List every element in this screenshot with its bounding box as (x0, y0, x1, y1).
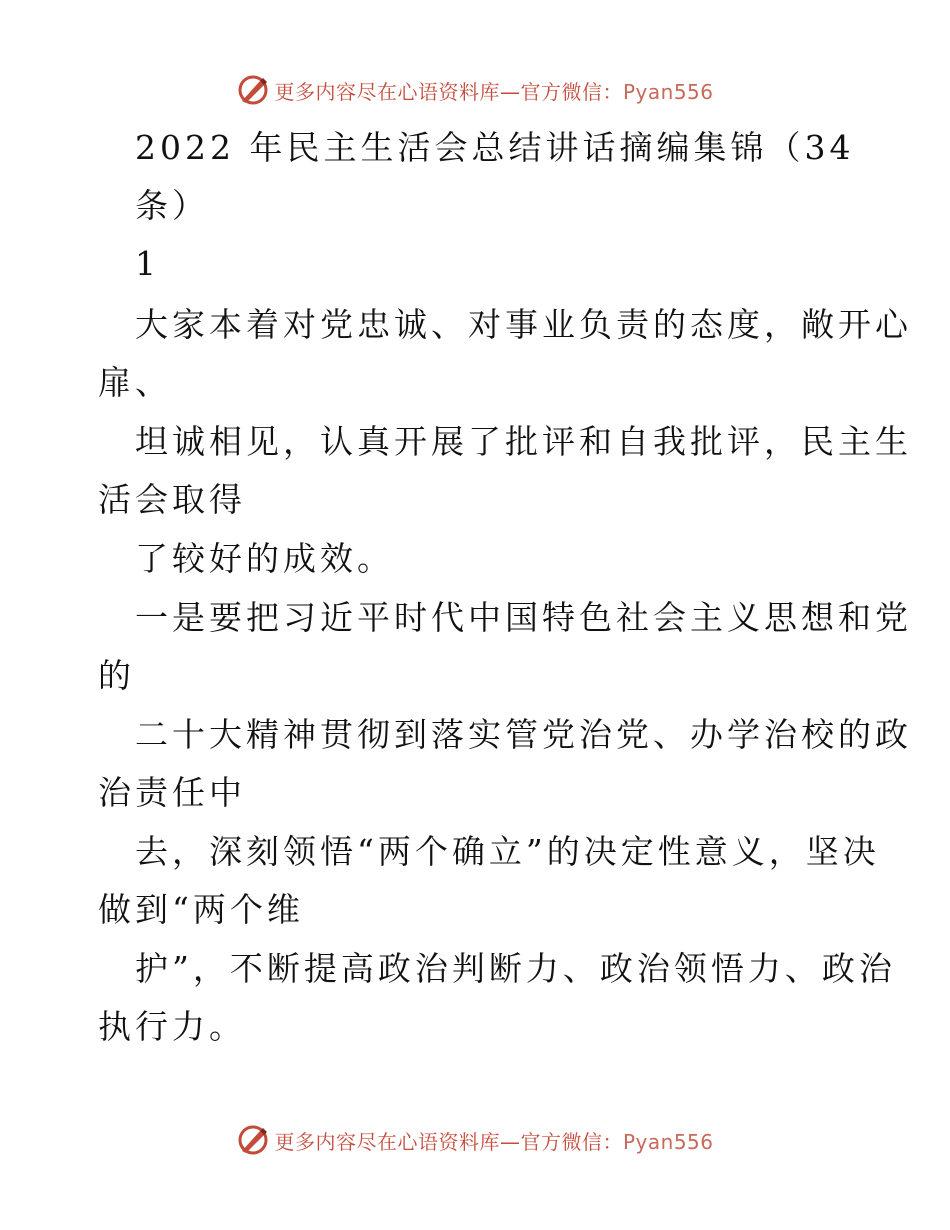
paragraph-line: 大家本着对党忠诚、对事业负责的态度，敞开心 (135, 305, 912, 344)
watermark-wechat-id: Pyan556 (622, 1129, 714, 1154)
document-title-continued: 条） (135, 186, 209, 225)
section-number: 1 (135, 244, 160, 283)
document-title: 2022 年民主生活会总结讲话摘编集锦（34 (135, 128, 855, 167)
pen-seal-logo-icon (236, 73, 270, 107)
paragraph-line: 一是要把习近平时代中国特色社会主义思想和党 (135, 598, 912, 637)
watermark-text: 更多内容尽在心语资料库—官方微信： (274, 79, 623, 104)
paragraph-line: 治责任中 (98, 773, 246, 812)
paragraph-line: 去，深刻领悟“两个确立”的决定性意义，坚决 (135, 832, 880, 871)
paragraph-line: 做到“两个维 (98, 890, 304, 929)
watermark-wechat-id: Pyan556 (622, 79, 714, 104)
header-watermark (0, 70, 950, 110)
paragraph-line: 坦诚相见，认真开展了批评和自我批评，民主生 (135, 422, 912, 461)
paragraph-line: 活会取得 (98, 480, 246, 519)
paragraph-line: 护”，不断提高政治判断力、政治领悟力、政治 (135, 949, 896, 988)
paragraph-line: 了较好的成效。 (135, 539, 394, 578)
paragraph-line: 的 (98, 656, 135, 695)
footer-watermark (0, 1120, 950, 1160)
paragraph-line: 执行力。 (98, 1007, 246, 1046)
paragraph-line: 扉、 (98, 363, 172, 402)
paragraph-line: 二十大精神贯彻到落实管党治党、办学治校的政 (135, 715, 912, 754)
pen-seal-logo-icon (236, 1123, 270, 1157)
watermark-text: 更多内容尽在心语资料库—官方微信： (274, 1129, 623, 1154)
